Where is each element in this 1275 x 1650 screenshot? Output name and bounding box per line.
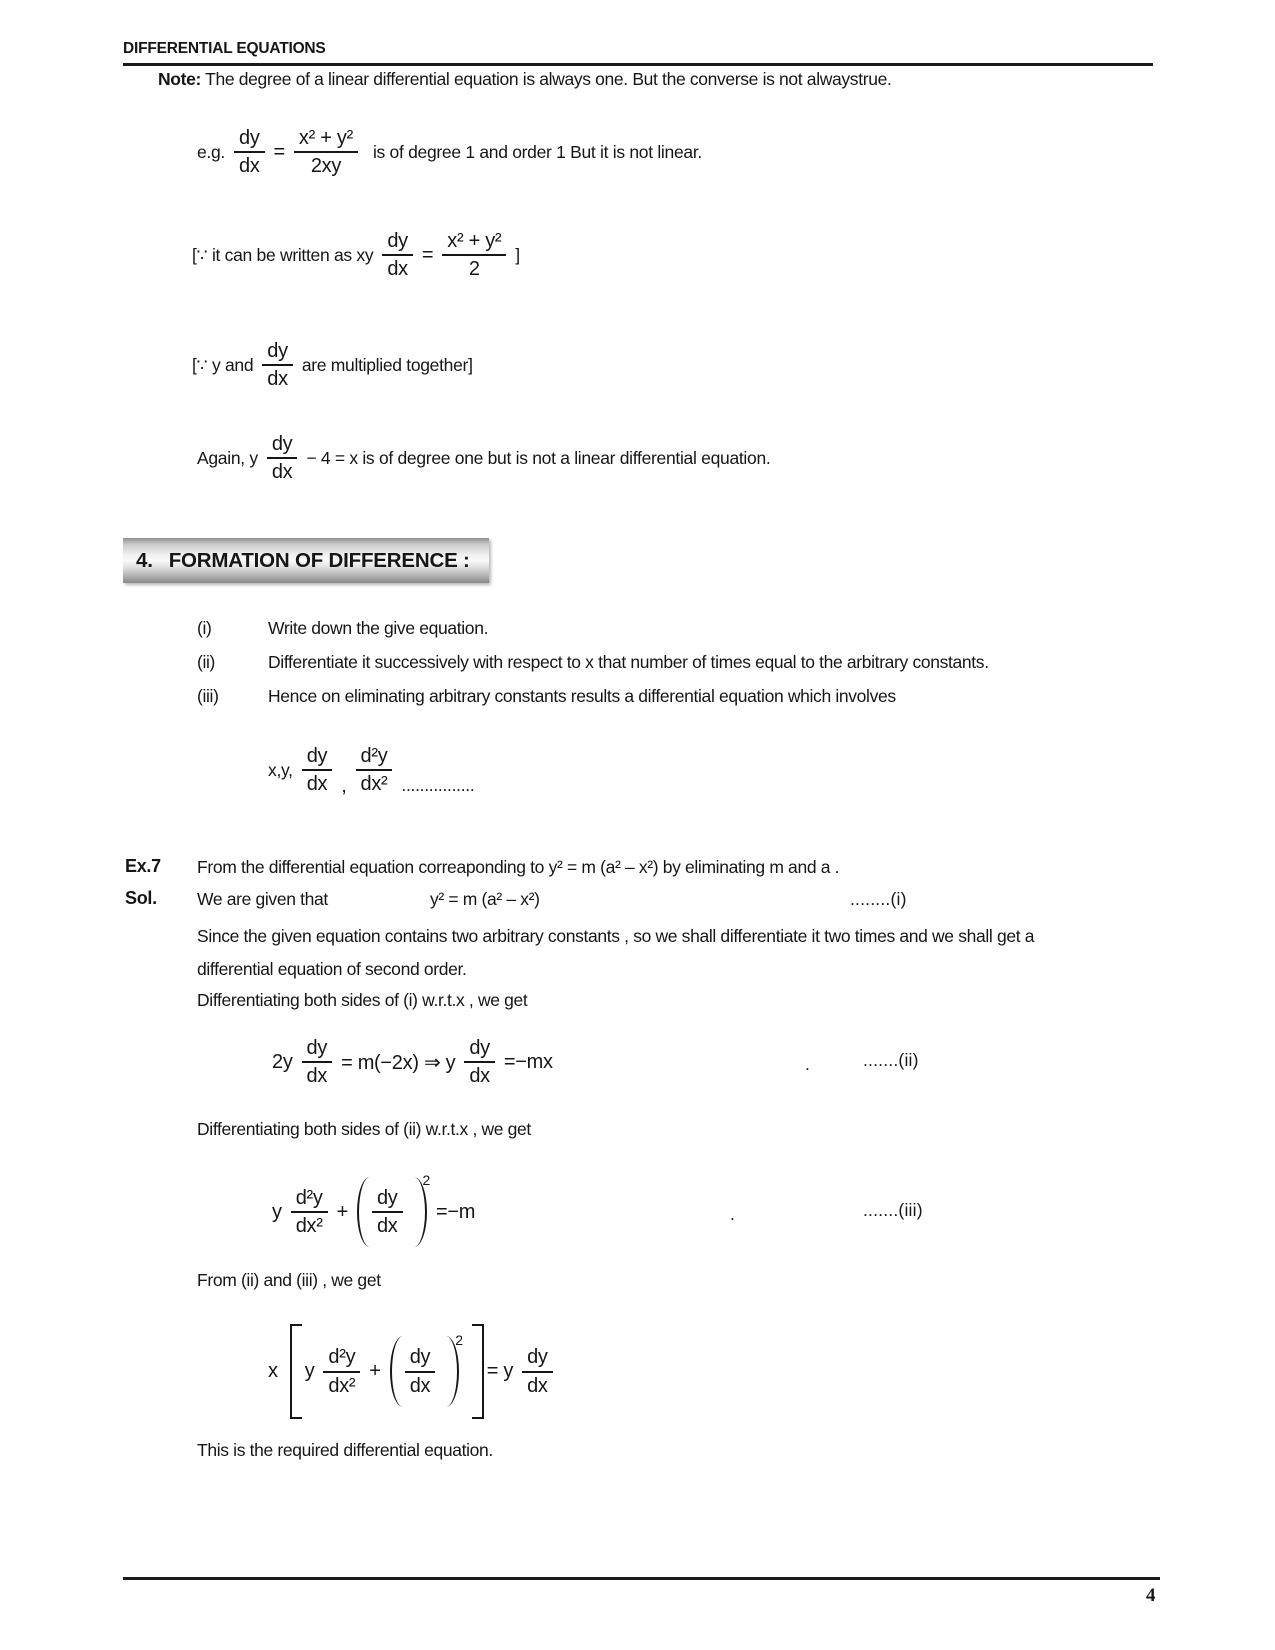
- note-line: [158, 69, 891, 91]
- left-paren: [357, 1177, 370, 1247]
- because2-open: [∵ y and: [192, 354, 254, 375]
- section-title: FORMATION OF DIFFERENCE :: [168, 548, 470, 572]
- note-label: Note:: [158, 69, 201, 89]
- solution-intro: We are given that: [197, 889, 328, 909]
- again-suffix: − 4 = x is of degree one but is not a linear differential equation.: [306, 447, 771, 468]
- equation-ref-iii: .......(iii): [863, 1200, 923, 1220]
- step-item-2: [197, 652, 1107, 674]
- page-title: DIFFERENTIAL EQUATIONS: [123, 40, 326, 57]
- fraction-dy-dx: $\frac{dy}{dx}$: [382, 230, 413, 281]
- solution-line: [0, 888, 1275, 914]
- fraction-d2y-dx2: $\frac{\text{d²y}}{\text{dx²}}$: [291, 1187, 328, 1238]
- note-text: The degree of a linear differential equation is always one. But the converse is not alwaystrue.: [205, 69, 892, 89]
- right-bracket: [472, 1324, 484, 1419]
- because2-close: are multiplied together]: [301, 354, 473, 375]
- section-heading-formation: [123, 538, 489, 583]
- involves-prefix: x,y,: [268, 759, 293, 780]
- eq4-term: x: [268, 1360, 278, 1382]
- stray-period: .: [805, 1054, 810, 1074]
- step-text: Hence on eliminating arbitrary constants results a differential equation which involves: [268, 686, 896, 706]
- section-number: 4.: [136, 548, 153, 572]
- fraction-x2y2-2xy: $\frac{\text{x² + y²}}{2xy}$: [294, 127, 358, 178]
- eq3-term: y: [272, 1200, 282, 1223]
- step-text: Differentiate it successively with respect to x that number of times equal to the arbitrary constants.: [268, 652, 989, 672]
- dotted-ellipsis: ................: [401, 775, 475, 795]
- plus-sign: +: [369, 1360, 381, 1382]
- squared-exponent: 2: [455, 1332, 463, 1348]
- solution-paragraph: Since the given equation contains two arbitrary constants , so we shall differentiate it two times and we shall get a differential equation of second order.: [197, 926, 1035, 979]
- equation-ref-ii: .......(ii): [863, 1050, 919, 1070]
- equation-ii: [272, 1026, 562, 1098]
- left-bracket: [290, 1324, 302, 1419]
- fraction-x2y2-2: $\frac{\text{x² + y²}}{2}$: [442, 230, 506, 281]
- header: [123, 40, 1153, 66]
- footer-rule: [123, 1577, 1160, 1580]
- equation-iii-row: [0, 1172, 1275, 1252]
- differentiate-ii-line: Differentiating both sides of (ii) w.r.t.x , we get: [197, 1119, 531, 1139]
- step-marker: (ii): [197, 652, 216, 672]
- because-multiplied-line: [192, 330, 482, 400]
- fraction-dy-dx: $\frac{dy}{dx}$: [234, 127, 265, 178]
- again-prefix: Again, y: [197, 447, 258, 468]
- example-equation: [197, 112, 711, 192]
- final-equation: [268, 1324, 562, 1419]
- step-marker: (i): [197, 618, 212, 638]
- example7-text: From the differential equation correaponding to y² = m (a² – x²) by eliminating m and a .: [197, 857, 840, 877]
- step-item-3: [197, 686, 1107, 708]
- eq4-rhs: = y: [486, 1360, 514, 1382]
- fraction-dy-dx: $\frac{dy}{dx}$: [522, 1346, 553, 1397]
- fraction-dy-dx: $\frac{dy}{dx}$: [267, 433, 298, 484]
- equation-ii-row: [0, 1026, 1275, 1098]
- comma: ,: [341, 775, 347, 797]
- equation-iii: [272, 1172, 484, 1252]
- fraction-dy-dx: $\frac{dy}{dx}$: [302, 745, 333, 796]
- eq4-inner-term: y: [304, 1360, 315, 1382]
- step-item-1: [197, 618, 1107, 640]
- eq2-term: 2y: [272, 1050, 293, 1073]
- example7-label: Ex.7: [125, 856, 161, 876]
- solution-label: Sol.: [125, 888, 157, 908]
- stray-period: .: [730, 1204, 735, 1224]
- squared-exponent: 2: [422, 1172, 431, 1188]
- involves-equation: [268, 732, 483, 808]
- given-equation: y² = m (a² – x²): [430, 889, 540, 909]
- eg-suffix: is of degree 1 and order 1 But it is not linear.: [372, 141, 702, 162]
- fraction-d2y-dx2: $\frac{\text{d²y}}{\text{dx²}}$: [323, 1346, 360, 1397]
- again-line: [197, 420, 779, 496]
- fraction-dy-dx: $\frac{dy}{dx}$: [262, 340, 293, 391]
- step-marker: (iii): [197, 686, 219, 706]
- fraction-dy-dx: $\frac{dy}{dx}$: [464, 1037, 495, 1088]
- conclusion-line: This is the required differential equation.: [197, 1440, 493, 1460]
- equals-sign: =: [273, 140, 285, 163]
- because-rewrite-line: [192, 215, 529, 295]
- step-text: Write down the give equation.: [268, 618, 489, 638]
- fraction-d2y-dx2: $\frac{\text{d²y}}{\text{dx²}}$: [356, 745, 393, 796]
- fraction-dy-dx: $\frac{dy}{dx}$: [302, 1037, 333, 1088]
- from-line: From (ii) and (iii) , we get: [197, 1270, 381, 1290]
- left-paren: [390, 1336, 403, 1407]
- equals-sign: =: [421, 243, 434, 266]
- differentiate-i-line: Differentiating both sides of (i) w.r.t.x , we get: [197, 990, 528, 1010]
- fraction-dy-dx: $\frac{dy}{dx}$: [405, 1346, 436, 1397]
- page-number: 4: [1146, 1585, 1156, 1606]
- example7-line: [0, 856, 1275, 882]
- eg-prefix: e.g.: [197, 141, 225, 162]
- eq2-middle: = m(−2x) ⇒ y: [341, 1051, 456, 1074]
- eq3-rhs: =−m: [436, 1200, 476, 1223]
- equation-ref-i: ........(i): [850, 889, 907, 909]
- because1-close: ]: [515, 244, 520, 265]
- because1-open: [∵ it can be written as xy: [192, 244, 374, 265]
- fraction-dy-dx: $\frac{dy}{dx}$: [372, 1187, 403, 1238]
- plus-sign: +: [336, 1200, 348, 1223]
- eq2-rhs: =−mx: [503, 1050, 553, 1073]
